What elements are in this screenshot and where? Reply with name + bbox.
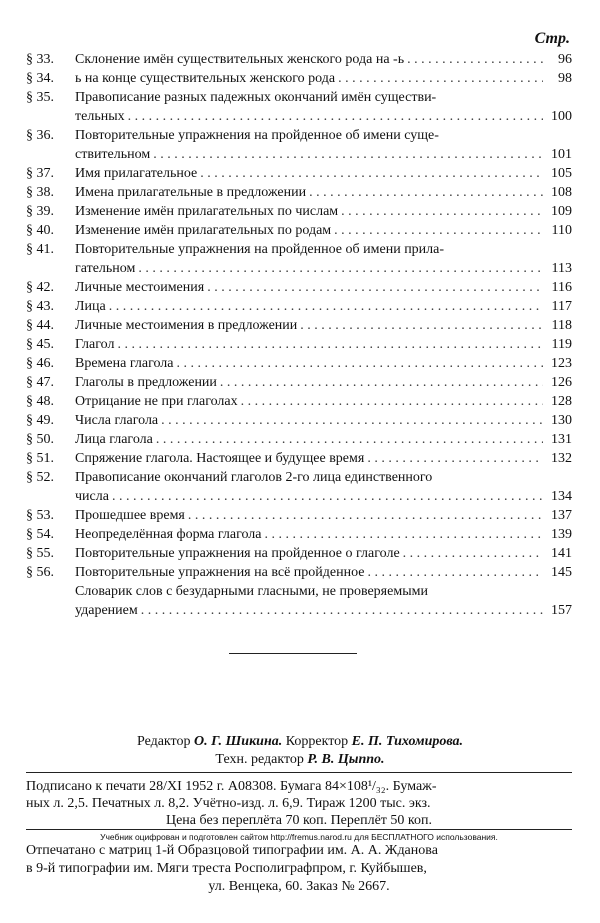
toc-section-number: § 37.: [26, 166, 54, 181]
toc-title-line: тельных: [75, 109, 125, 124]
toc-title-line: Изменение имён прилагательных по числам: [75, 204, 339, 219]
toc-entry: [26, 430, 572, 449]
toc-title-line: Личные местоимения: [75, 280, 205, 295]
toc-title-line: Прошедшее время: [75, 508, 185, 523]
toc-title-line: Повторительные упражнения на пройденное о глаголе: [75, 546, 400, 561]
toc-leader-dots: [156, 430, 543, 449]
toc-section-number: § 36.: [26, 128, 54, 143]
toc-title-line: Повторительные упражнения на пройденное об имени прила-: [75, 242, 445, 257]
toc-leader-dots: [407, 50, 543, 69]
toc-page-number: 139: [551, 527, 572, 542]
toc-title-line: Времена глагола: [75, 356, 174, 371]
toc-section-number: § 47.: [26, 375, 54, 390]
toc-title-line: Личные местоимения в предложении: [75, 318, 298, 333]
toc-section-number: § 50.: [26, 432, 54, 447]
toc-entry: [26, 411, 572, 430]
toc-page-number: 101: [551, 147, 572, 162]
toc-section-number: § 56.: [26, 565, 54, 580]
toc-entry: [26, 544, 572, 563]
toc-leader-dots: [188, 506, 543, 525]
toc-title-line: Повторительные упражнения на всё пройденное: [75, 565, 365, 580]
toc-title-line: Спряжение глагола. Настоящее и будущее время: [75, 451, 365, 466]
toc-leader-dots: [117, 335, 543, 354]
toc-leader-dots: [341, 202, 543, 221]
toc-title-line: Лица глагола: [75, 432, 153, 447]
toc-section-number: § 34.: [26, 71, 54, 86]
toc-entry: [26, 202, 572, 221]
printer-block: [26, 842, 572, 896]
toc-entry: [26, 506, 572, 525]
section-divider: [229, 653, 357, 654]
toc-leader-dots: [403, 544, 543, 563]
page-column-label: Стр.: [534, 30, 570, 47]
toc-section-number: § 44.: [26, 318, 54, 333]
toc-title-line: Глаголы в предложении: [75, 375, 217, 390]
toc-entry: [26, 221, 572, 240]
toc-page-number: 98: [558, 71, 572, 86]
toc-entry: [26, 316, 572, 335]
toc-section-number: § 48.: [26, 394, 54, 409]
toc-leader-dots: [207, 278, 543, 297]
toc-page-number: 108: [551, 185, 572, 200]
toc-entry: [26, 525, 572, 544]
toc-page-number: 116: [551, 280, 572, 295]
toc-leader-dots: [265, 525, 544, 544]
toc-entry: [26, 335, 572, 354]
toc-page-number: 137: [551, 508, 572, 523]
toc-entry: [26, 50, 572, 69]
toc-page-number: 118: [551, 318, 572, 333]
credits-line-1: [0, 733, 600, 751]
toc-page-number: 128: [551, 394, 572, 409]
toc-section-number: § 40.: [26, 223, 54, 238]
toc-section-number: § 33.: [26, 52, 54, 67]
toc-page-number: 110: [551, 223, 572, 238]
toc-title-line: Правописание разных падежных окончаний имён существи-: [75, 90, 437, 105]
toc-title-line: Числа глагола: [75, 413, 159, 428]
toc-page-number: 132: [551, 451, 572, 466]
editor-label: Редактор: [136, 734, 191, 749]
toc-title-line: Имена прилагательные в предложении: [75, 185, 307, 200]
digitization-note: Учебник оцифрован и подготовлен сайтом http://fremus.narod.ru для БЕСПЛАТНОГО использования.: [100, 832, 498, 842]
toc-leader-dots: [138, 259, 543, 278]
toc-page-number: 105: [551, 166, 572, 181]
toc-page-number: 117: [551, 299, 572, 314]
tech-editor-label: Техн. редактор: [215, 752, 304, 767]
toc-title-line: Лица: [75, 299, 106, 314]
corrector-name: Е. П. Тихомирова.: [351, 734, 464, 749]
toc-entry: [26, 563, 572, 582]
table-of-contents: [26, 50, 572, 620]
toc-leader-dots: [367, 449, 543, 468]
imprint-rule-top: [26, 772, 572, 773]
printer-line: Отпечатано с матриц 1-й Образцовой типографии им. А. А. Жданова: [26, 843, 438, 858]
toc-section-number: § 49.: [26, 413, 54, 428]
toc-leader-dots: [300, 316, 543, 335]
imprint-block: [26, 778, 572, 829]
toc-page-number: 100: [551, 109, 572, 124]
toc-title-line: Склонение имён существительных женского рода на -ь: [75, 52, 405, 67]
toc-leader-dots: [338, 69, 543, 88]
toc-entry: [26, 297, 572, 316]
toc-entry: [26, 183, 572, 202]
toc-title-line: ствительном: [75, 147, 151, 162]
imprint-line: Подписано к печати 28/XI 1952 г. А08308. Бумага 84×108¹/₃₂. Бумаж-: [26, 779, 437, 794]
toc-section-number: § 42.: [26, 280, 54, 295]
toc-entry: [26, 164, 572, 183]
toc-section-number: § 35.: [26, 90, 54, 105]
toc-entry: [26, 468, 572, 506]
toc-title-line: Повторительные упражнения на пройденное об имени суще-: [75, 128, 439, 143]
toc-section-number: § 53.: [26, 508, 54, 523]
toc-page-number: 141: [551, 546, 572, 561]
toc-leader-dots: [176, 354, 543, 373]
toc-section-number: § 46.: [26, 356, 54, 371]
toc-page-number: 113: [551, 261, 572, 276]
toc-title-line: Глагол: [75, 337, 115, 352]
imprint-line: Цена без переплёта 70 коп. Переплёт 50 коп.: [165, 813, 432, 828]
toc-leader-dots: [109, 297, 543, 316]
toc-leader-dots: [161, 411, 543, 430]
toc-page-number: 126: [551, 375, 572, 390]
toc-entry: [26, 449, 572, 468]
toc-entry: [26, 88, 572, 126]
toc-section-number: § 38.: [26, 185, 54, 200]
toc-title-line: Изменение имён прилагательных по родам: [75, 223, 332, 238]
toc-leader-dots: [153, 145, 543, 164]
toc-leader-dots: [220, 373, 543, 392]
toc-leader-dots: [334, 221, 543, 240]
corrector-label: Корректор: [285, 734, 349, 749]
toc-entry: [26, 582, 572, 620]
toc-entry: [26, 354, 572, 373]
printer-line: ул. Венцека, 60. Заказ № 2667.: [208, 879, 390, 894]
toc-title-line: Отрицание не при глаголах: [75, 394, 238, 409]
toc-title-line: гательном: [75, 261, 136, 276]
toc-page-number: 96: [558, 52, 572, 67]
toc-entry: [26, 392, 572, 411]
editorial-credits: [0, 733, 600, 769]
toc-page-number: 134: [551, 489, 572, 504]
toc-leader-dots: [112, 487, 543, 506]
imprint-line: ных л. 2,5. Печатных л. 8,2. Учётно-изд. л. 6,9. Тираж 1200 тыс. экз.: [26, 796, 431, 811]
toc-title-line: ударением: [75, 603, 138, 618]
toc-leader-dots: [309, 183, 543, 202]
toc-page-number: 123: [551, 356, 572, 371]
toc-leader-dots: [367, 563, 543, 582]
toc-section-number: § 41.: [26, 242, 54, 257]
toc-title-line: Неопределённая форма глагола: [75, 527, 262, 542]
toc-entry: [26, 69, 572, 88]
credits-line-2: [0, 751, 600, 769]
tech-editor-name: Р. В. Цыппо.: [307, 752, 385, 767]
toc-leader-dots: [200, 164, 543, 183]
toc-title-line: числа: [75, 489, 109, 504]
imprint-rule-bottom: [26, 829, 572, 830]
toc-leader-dots: [241, 392, 543, 411]
toc-page-number: 119: [551, 337, 572, 352]
toc-leader-dots: [141, 601, 543, 620]
toc-page-number: 109: [551, 204, 572, 219]
toc-section-number: § 51.: [26, 451, 54, 466]
toc-page-number: 130: [551, 413, 572, 428]
toc-section-number: § 54.: [26, 527, 54, 542]
toc-section-number: § 45.: [26, 337, 54, 352]
toc-entry: [26, 373, 572, 392]
toc-title-line: Правописание окончаний глаголов 2-го лица единственного: [75, 470, 433, 485]
toc-title-line: ь на конце существительных женского рода: [75, 71, 336, 86]
toc-leader-dots: [128, 107, 543, 126]
toc-page-number: 157: [551, 603, 572, 618]
toc-entry: [26, 278, 572, 297]
toc-page-number: 131: [551, 432, 572, 447]
toc-section-number: § 55.: [26, 546, 54, 561]
toc-section-number: § 43.: [26, 299, 54, 314]
toc-entry: [26, 126, 572, 164]
toc-title-line: Словарик слов с безударными гласными, не проверяемыми: [75, 584, 428, 599]
toc-section-number: § 52.: [26, 470, 54, 485]
toc-page-number: 145: [551, 565, 572, 580]
toc-entry: [26, 240, 572, 278]
printer-line: в 9-й типографии им. Мяги треста Росполиграфпром, г. Куйбышев,: [26, 861, 427, 876]
toc-title-line: Имя прилагательное: [75, 166, 198, 181]
editor-name: О. Г. Шикина.: [194, 734, 283, 749]
toc-section-number: § 39.: [26, 204, 54, 219]
